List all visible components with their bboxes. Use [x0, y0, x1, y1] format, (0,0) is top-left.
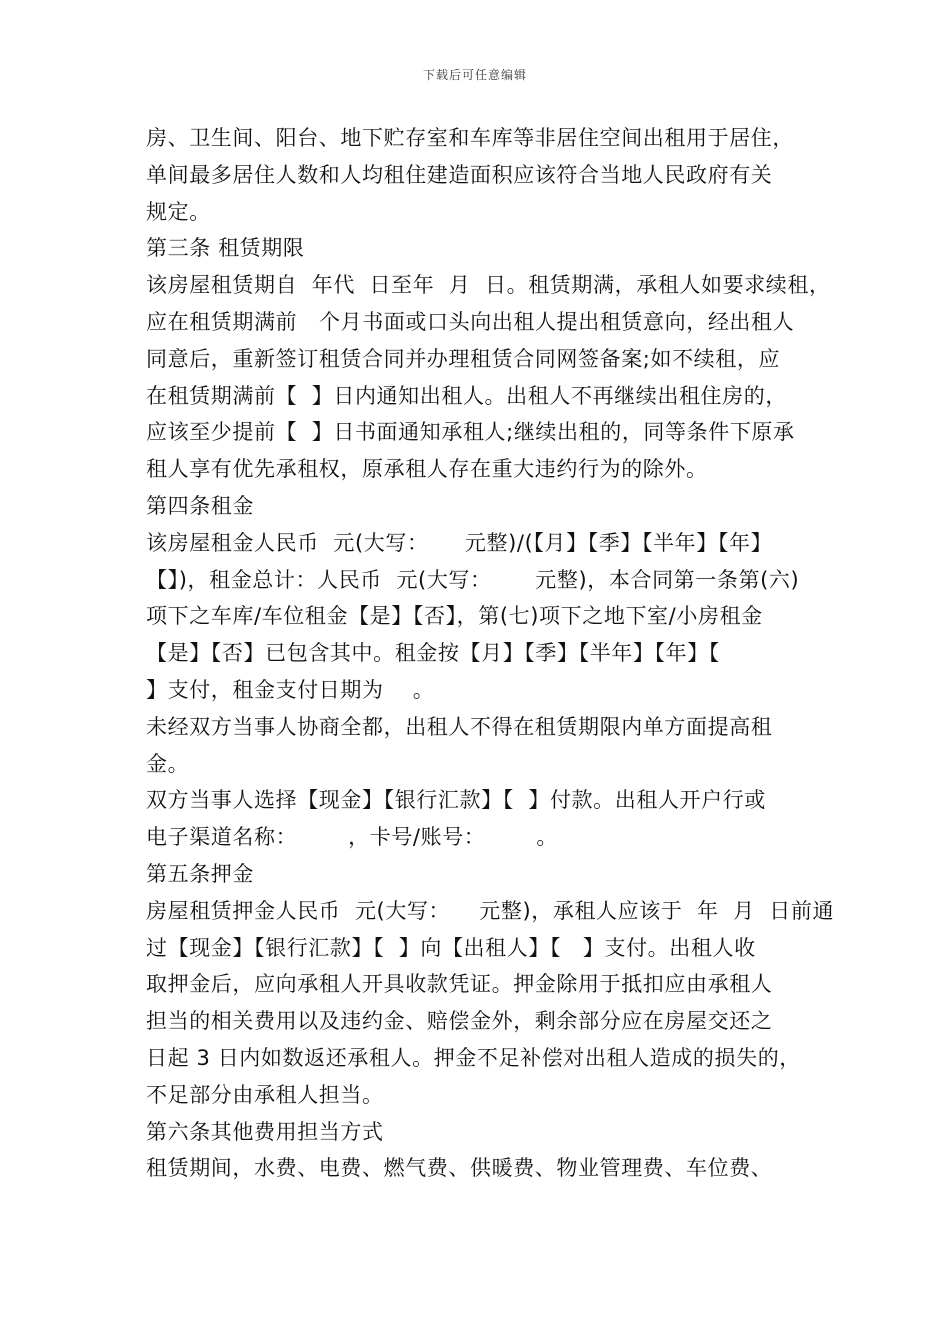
- text-line: 双方当事人选择【现金】【银行汇款】【 】付款。出租人开户行或: [146, 788, 766, 813]
- text-line: 同意后，重新签订租赁合同并办理租赁合同网签备案;如不续租，应: [146, 346, 781, 371]
- text-line: 取押金后，应向承租人开具收款凭证。押金除用于抵扣应由承租人: [146, 972, 773, 997]
- text-line: 应在租赁期满前 个月书面或口头向出租人提出租赁意向，经出租人: [146, 309, 795, 334]
- section-heading: 第五条押金: [146, 861, 254, 886]
- text-line: 该房屋租金人民币 元(大写： 元整)/(【月】【季】【半年】【年】: [146, 530, 773, 555]
- text-line: 租人享有优先承租权，原承租人存在重大违约行为的除外。: [146, 457, 708, 482]
- text-line: 租赁期间，水费、电费、燃气费、供暖费、物业管理费、车位费、: [146, 1156, 773, 1181]
- text-line: 不足部分由承租人担当。: [146, 1082, 384, 1107]
- text-line: 】支付，租金支付日期为 。: [146, 677, 435, 702]
- text-line: 项下之车库/车位租金【是】【否】，第(七)项下之地下室/小房租金: [146, 604, 763, 629]
- text-line: 过【现金】【银行汇款】【 】向【出租人】【 】支付。出租人收: [146, 935, 756, 960]
- text-line: 【】)，租金总计：人民币 元(大写： 元整)，本合同第一条第(六): [146, 567, 800, 592]
- text-line: 金。: [146, 751, 190, 776]
- text-line: 规定。: [146, 199, 211, 224]
- section-heading: 第四条租金: [146, 493, 254, 518]
- text-line: 【是】【否】已包含其中。租金按【月】【季】【半年】【年】【: [146, 641, 720, 666]
- document-body: [146, 120, 836, 1187]
- section-heading: 第三条 租赁期限: [146, 236, 305, 261]
- text-line: 该房屋租赁期自 年代 日至年 月 日。租赁期满，承租人如要求续租，: [146, 273, 831, 298]
- header-note: 下载后可任意编辑: [422, 68, 527, 82]
- section-heading: 第六条其他费用担当方式: [146, 1119, 384, 1144]
- text-line: 担当的相关费用以及违约金、赔偿金外，剩余部分应在房屋交还之: [146, 1009, 773, 1034]
- text-line: 单间最多居住人数和人均租住建造面积应该符合当地人民政府有关: [146, 162, 773, 187]
- text-line: 房、卫生间、阳台、地下贮存室和车库等非居住空间出租用于居住，: [146, 126, 794, 150]
- text-line: 日起 3 日内如数返还承租人。押金不足补偿对出租人造成的损失的，: [146, 1045, 801, 1070]
- text-line: 应该至少提前【 】日书面通知承租人;继续出租的，同等条件下原承: [146, 420, 795, 445]
- text-line: 未经双方当事人协商全都，出租人不得在租赁期限内单方面提高租: [146, 714, 773, 739]
- text-line: 在租赁期满前【 】日内通知出租人。出租人不再继续出租住房的，: [146, 383, 787, 408]
- text-line: 电子渠道名称： ，卡号/账号： 。: [146, 825, 558, 850]
- text-line: 房屋租赁押金人民币 元(大写： 元整)，承租人应该于 年 月 日前通: [146, 898, 835, 923]
